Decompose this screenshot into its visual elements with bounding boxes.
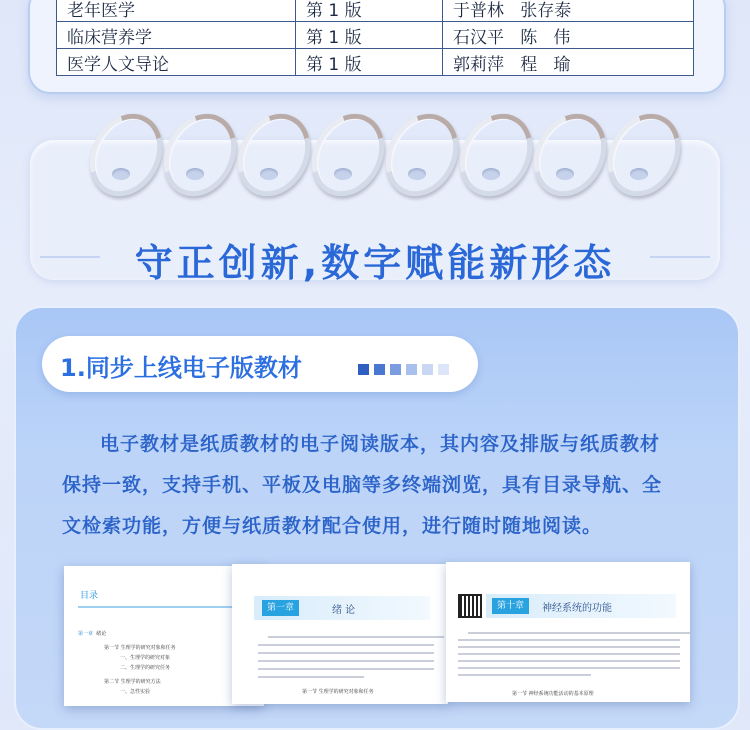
text-line xyxy=(458,667,680,669)
edition-cell: 第 1 版 xyxy=(296,0,443,22)
toc-title: 目录 xyxy=(80,591,99,601)
chapter-banner xyxy=(254,596,430,620)
text-line xyxy=(458,674,591,676)
toc-entry xyxy=(78,630,254,637)
dot-square xyxy=(422,364,433,375)
divider xyxy=(78,606,254,608)
description-line: 电子教材是纸质教材的电子阅读版本，其内容及排版与纸质教材 xyxy=(100,433,661,455)
page-headline: 守正创新,数字赋能新形态 xyxy=(134,241,616,285)
chapter-label: 第十章 xyxy=(492,598,529,614)
authors-cell: 石汉平 陈 伟 xyxy=(443,22,694,49)
toc-chapter: 第一章 xyxy=(78,631,94,637)
dot-square xyxy=(390,364,401,375)
chapter-banner xyxy=(486,594,676,618)
chapter-name: 绪 论 xyxy=(332,605,356,616)
text-line xyxy=(258,652,434,654)
text-line xyxy=(458,653,680,655)
section-heading: 第一节 神经系统功能活动的基本原理 xyxy=(512,691,594,697)
toc-entry: 一、急性实验 xyxy=(120,689,151,695)
text-line xyxy=(258,660,434,662)
authors-cell: 于普林 张存泰 xyxy=(443,0,694,22)
toc-entry: 第二节 生理学的研究方法 xyxy=(104,679,161,685)
section-title: 1.同步上线电子版教材 xyxy=(60,354,302,382)
dot-square xyxy=(358,364,369,375)
description-line: 文检索功能，方便与纸质教材配合使用，进行随时随地阅读。 xyxy=(62,515,603,537)
chapter-page-preview xyxy=(446,562,690,702)
text-line xyxy=(458,646,680,648)
table-row xyxy=(57,22,694,49)
description-line: 保持一致，支持手机、平板及电脑等多终端浏览，具有目录导航、全 xyxy=(62,474,663,496)
book-title-cell: 老年医学 xyxy=(57,0,296,22)
decorative-dots xyxy=(358,360,454,372)
text-line xyxy=(258,644,434,646)
toc-entry: 二、生理学的研究任务 xyxy=(120,665,171,671)
toc-entry: 一、生理学的研究对象 xyxy=(120,655,171,661)
chapter-page-preview xyxy=(232,564,448,704)
qr-code-icon xyxy=(458,594,482,618)
description-text xyxy=(62,424,692,547)
table-row xyxy=(57,49,694,76)
chapter-name: 神经系统的功能 xyxy=(542,603,612,614)
table-row xyxy=(57,0,694,22)
chapter-label: 第一章 xyxy=(262,600,299,616)
book-title-cell: 临床营养学 xyxy=(57,22,296,49)
dot-square xyxy=(438,364,449,375)
text-line xyxy=(458,660,680,662)
section-heading: 第一节 生理学的研究对象和任务 xyxy=(302,689,374,695)
text-line xyxy=(468,632,690,634)
text-line xyxy=(458,639,680,641)
toc-text: 绪论 xyxy=(96,631,107,637)
dot-square xyxy=(406,364,417,375)
authors-cell: 郭莉萍 程 瑜 xyxy=(443,49,694,76)
text-line xyxy=(268,636,444,638)
toc-entry: 第一节 生理学的研究对象和任务 xyxy=(104,645,176,651)
text-line xyxy=(258,668,434,670)
edition-table xyxy=(56,0,694,76)
edition-cell: 第 1 版 xyxy=(296,49,443,76)
edition-cell: 第 1 版 xyxy=(296,22,443,49)
dot-square xyxy=(374,364,385,375)
book-title-cell: 医学人文导论 xyxy=(57,49,296,76)
text-line xyxy=(258,676,364,678)
